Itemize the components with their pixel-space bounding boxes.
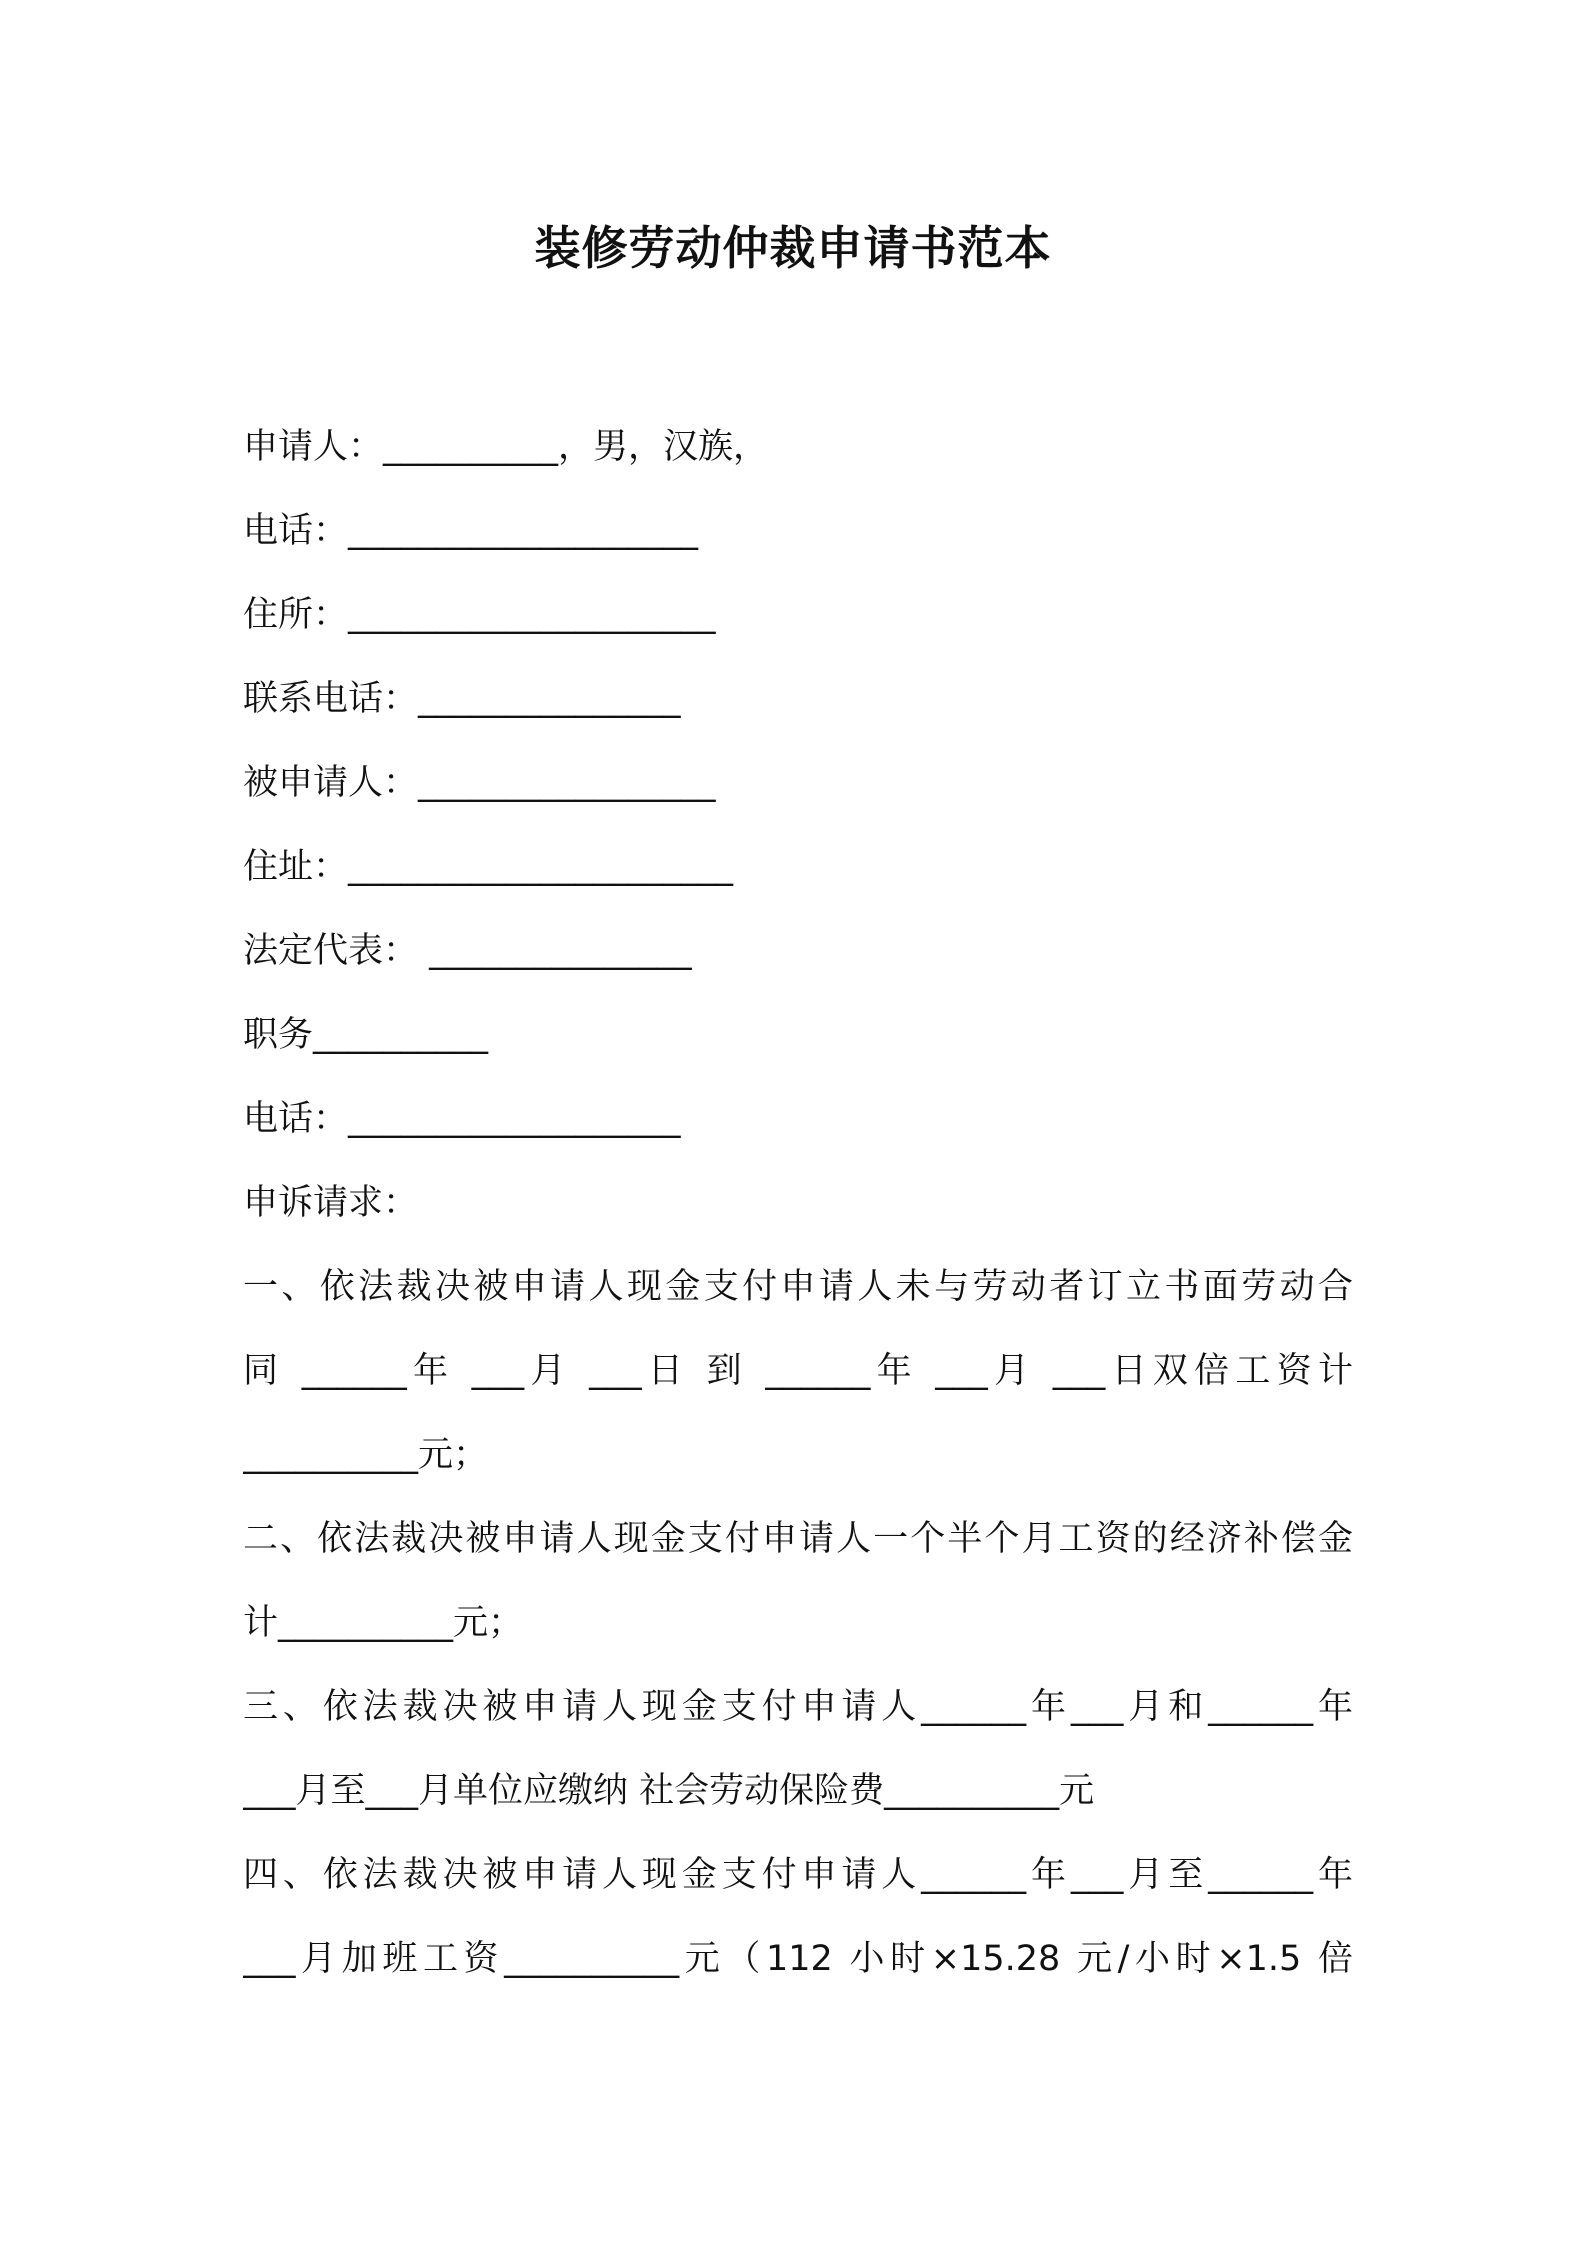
claim-2-line-2: 计__________元； [243,1603,524,1643]
claim-3-line-2: ___月至___月单位应缴纳 社会劳动保险费__________元 [243,1771,1095,1811]
claim-4-line-2: ___月加班工资__________元（112 小时×15.28 元/小时×1.5 倍 [243,1939,1353,1979]
applicant-phone-line: 电话：____________________ [243,511,699,551]
claims-heading: 申诉请求： [243,1183,419,1223]
position-line: 职务__________ [243,1015,489,1055]
claim-1-line-1: 一、依法裁决被申请人现金支付申请人未与劳动者订立书面劳动合 [243,1267,1353,1307]
respondent-address-line: 住址：______________________ [243,847,734,887]
claim-4-line-1: 四、依法裁决被申请人现金支付申请人______年___月至______年 [243,1855,1353,1895]
contact-phone-line: 联系电话：_______________ [243,679,681,719]
claim-3-line-1: 三、依法裁决被申请人现金支付申请人______年___月和______年 [243,1687,1353,1727]
applicant-line: 申请人：__________，男，汉族， [243,427,769,467]
claim-2-line-1: 二、依法裁决被申请人现金支付申请人一个半个月工资的经济补偿金 [243,1519,1353,1559]
applicant-residence-line: 住所：_____________________ [243,595,716,635]
document-title: 装修劳动仲裁申请书范本 [534,221,1052,275]
legal-representative-line: 法定代表： _______________ [243,931,692,971]
claim-1-line-2: 同 ______年 ___月 ___日 到 ______年 ___月 ___日双倍工资计 [243,1351,1353,1391]
respondent-line: 被申请人：_________________ [243,763,716,803]
document-body [243,405,1353,2001]
respondent-phone-line: 电话：___________________ [243,1099,681,1139]
claim-1-line-3: __________元； [243,1435,489,1475]
